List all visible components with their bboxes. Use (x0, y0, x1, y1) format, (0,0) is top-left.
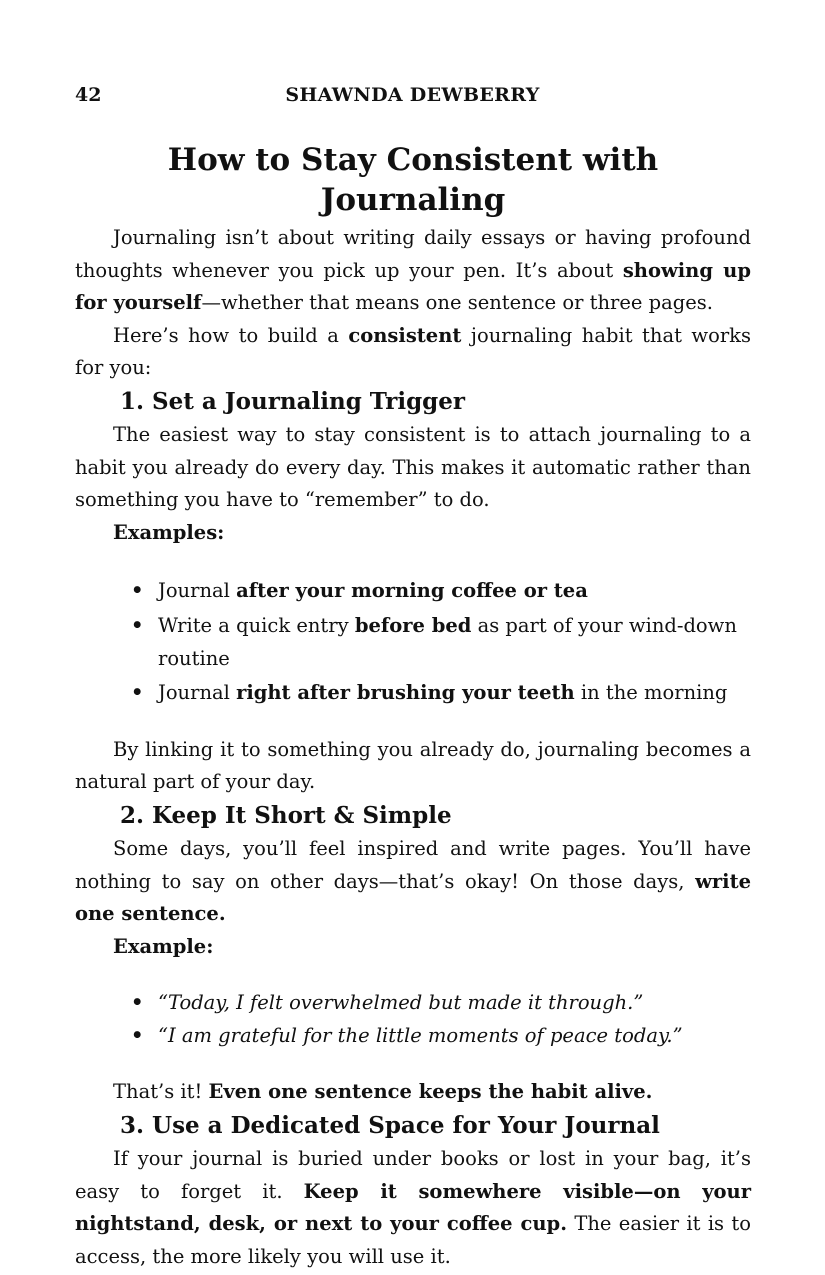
section-text: Some days, you’ll feel inspired and write pages. You’ll have nothing to say on other days—that’s okay! On those days, (75, 836, 751, 893)
quote-text: “Today, I felt overwhelmed but made it through.” (158, 991, 644, 1015)
list-item (75, 610, 751, 675)
section-3-body (75, 1143, 751, 1273)
list-item-text: Write a quick entry (158, 613, 355, 637)
intro-paragraph-1 (75, 222, 751, 320)
intro-paragraph-2 (75, 320, 751, 385)
running-head (75, 84, 750, 110)
example-label: Example: (113, 934, 214, 958)
bullet-icon: • (131, 991, 144, 1015)
bullet-icon: • (131, 681, 144, 705)
page-number: 42 (75, 84, 102, 106)
intro-text: —whether that means one sentence or three pages. (201, 291, 713, 315)
intro-text: journaling habit that works for you: (75, 323, 751, 380)
section-2-body (75, 833, 751, 931)
section-1-body: The easiest way to stay consistent is to attach journaling to a habit you already do every day. This makes it automatic rather than something you have to “remember” to do. (75, 422, 751, 512)
section-2-closing (75, 1076, 751, 1109)
list-item-text: Journal (158, 579, 237, 603)
section-emphasis: Keep it somewhere visible—on your nightstand, desk, or next to your coffee cup. (75, 1179, 751, 1236)
quote-item (75, 987, 751, 1020)
list-item (75, 677, 751, 710)
quote-text: “I am grateful for the little moments of peace today.” (158, 1023, 683, 1047)
list-item-text: as part of your wind-down routine (158, 613, 737, 670)
section-heading-1: 1. Set a Journaling Trigger (120, 387, 465, 415)
running-head-author: SHAWNDA DEWBERRY (285, 84, 540, 106)
section-1-closing: By linking it to something you already do, journaling becomes a natural part of your day. (75, 737, 751, 794)
section-emphasis: write one sentence. (75, 869, 751, 926)
list-item-text: Journal (158, 681, 237, 705)
examples-list (75, 575, 751, 709)
section-heading-2: 2. Keep It Short & Simple (120, 801, 452, 829)
examples-label: Examples: (113, 520, 225, 544)
section-heading-3: 3. Use a Dedicated Space for Your Journal (120, 1112, 660, 1140)
bullet-icon: • (131, 579, 144, 603)
quote-item (75, 1020, 751, 1053)
intro-text: Journaling isn’t about writing daily essays or having profound thoughts whenever you pick up your pen. It’s about (75, 226, 751, 282)
intro-emphasis: showing up for yourself (75, 258, 751, 315)
section-text: That’s it! (113, 1080, 209, 1104)
chapter-title: How to Stay Consistent with Journaling (167, 142, 659, 218)
list-item (75, 575, 751, 608)
bullet-icon: • (131, 613, 144, 637)
bullet-icon: • (131, 1023, 144, 1047)
section-text: If your journal is buried under books or lost in your bag, it’s easy to forget it. (75, 1147, 751, 1203)
list-item-text: in the morning (574, 681, 728, 705)
intro-emphasis: consistent (348, 323, 462, 347)
intro-text: Here’s how to build a (113, 323, 349, 347)
list-item-emphasis: right after brushing your teeth (236, 681, 575, 705)
list-item-emphasis: after your morning coffee or tea (236, 579, 588, 603)
page-content (75, 140, 751, 1273)
section-text: The easier it is to access, the more likely you will use it. (75, 1212, 751, 1268)
example-quotes-list (75, 987, 751, 1052)
list-item-emphasis: before bed (354, 613, 472, 637)
section-emphasis: Even one sentence keeps the habit alive. (208, 1080, 653, 1104)
